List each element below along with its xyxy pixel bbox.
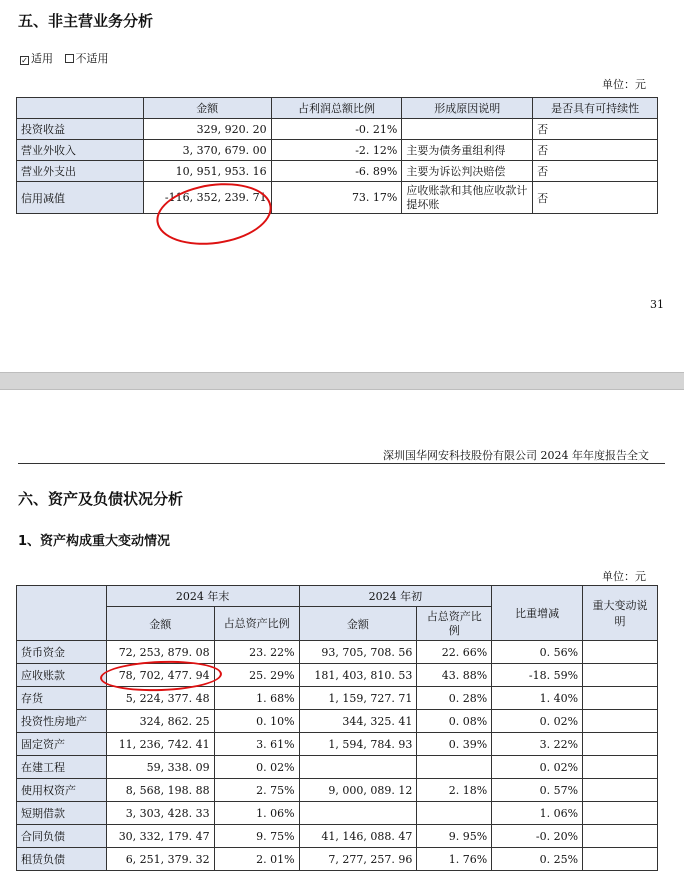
reason-cell: 应收账款和其他应收款计提坏账 [402, 182, 533, 214]
table-row [17, 182, 658, 214]
header-cell: 金额 [143, 98, 271, 119]
reason-cell: 主要为诉讼判决赔偿 [402, 161, 533, 182]
ratio-cell: -0. 21% [271, 119, 402, 140]
begin-amount-cell [299, 802, 417, 825]
end-amount-cell: 59, 338. 09 [106, 756, 214, 779]
end-amount-cell: 5, 224, 377. 48 [106, 687, 214, 710]
table-row [17, 687, 658, 710]
note-cell [583, 779, 658, 802]
row-label: 货币资金 [17, 641, 107, 664]
header-cell: 金额 [299, 607, 417, 641]
sustain-cell: 否 [533, 140, 658, 161]
section-title: 五、非主营业务分析 [18, 12, 154, 30]
row-label: 投资性房地产 [17, 710, 107, 733]
begin-amount-cell [299, 756, 417, 779]
row-label: 存货 [17, 687, 107, 710]
begin-ratio-cell [417, 756, 492, 779]
note-cell [583, 756, 658, 779]
end-ratio-cell: 3. 61% [214, 733, 299, 756]
end-amount-cell: 78, 702, 477. 94 [106, 664, 214, 687]
end-amount-cell: 11, 236, 742. 41 [106, 733, 214, 756]
table-row [17, 802, 658, 825]
section-title: 六、资产及负债状况分析 [18, 490, 184, 508]
begin-ratio-cell: 2. 18% [417, 779, 492, 802]
subsection-title: 1、资产构成重大变动情况 [18, 534, 171, 549]
header-cell: 占总资产比例 [214, 607, 299, 641]
end-ratio-cell: 1. 06% [214, 802, 299, 825]
header-cell: 比重增减 [492, 586, 583, 641]
row-label: 投资收益 [17, 119, 144, 140]
note-cell [583, 710, 658, 733]
page-separator [0, 372, 684, 390]
amount-cell: 329, 920. 20 [143, 119, 271, 140]
table-row [17, 779, 658, 802]
change-cell: -18. 59% [492, 664, 583, 687]
header-cell: 是否具有可持续性 [533, 98, 658, 119]
change-cell: 0. 02% [492, 756, 583, 779]
begin-ratio-cell: 0. 39% [417, 733, 492, 756]
ratio-cell: 73. 17% [271, 182, 402, 214]
change-cell: 3. 22% [492, 733, 583, 756]
unit-label: 单位：元 [602, 570, 646, 583]
applicable-label: 适用 [31, 52, 53, 65]
header-rule [18, 463, 665, 464]
end-ratio-cell: 2. 75% [214, 779, 299, 802]
row-label: 租赁负债 [17, 848, 107, 871]
header-cell: 占总资产比例 [417, 607, 492, 641]
row-label: 短期借款 [17, 802, 107, 825]
begin-amount-cell: 7, 277, 257. 96 [299, 848, 417, 871]
applicability-row [20, 50, 109, 66]
table-header-row [17, 98, 658, 119]
begin-amount-cell: 93, 705, 708. 56 [299, 641, 417, 664]
change-cell: 0. 57% [492, 779, 583, 802]
header-cell: 重大变动说明 [583, 586, 658, 641]
begin-ratio-cell: 0. 28% [417, 687, 492, 710]
note-cell [583, 733, 658, 756]
row-label: 合同负债 [17, 825, 107, 848]
asset-composition-table [16, 585, 658, 871]
note-cell [583, 825, 658, 848]
begin-amount-cell: 41, 146, 088. 47 [299, 825, 417, 848]
end-ratio-cell: 23. 22% [214, 641, 299, 664]
header-cell: 占利润总额比例 [271, 98, 402, 119]
note-cell [583, 641, 658, 664]
non-main-business-table [16, 97, 658, 214]
table-row [17, 825, 658, 848]
page-number: 31 [650, 298, 664, 311]
table-row [17, 848, 658, 871]
end-amount-cell: 324, 862. 25 [106, 710, 214, 733]
end-ratio-cell: 1. 68% [214, 687, 299, 710]
header-cell: 2024 年末 [106, 586, 299, 607]
sustain-cell: 否 [533, 182, 658, 214]
end-amount-cell: 3, 303, 428. 33 [106, 802, 214, 825]
header-cell [17, 586, 107, 641]
end-ratio-cell: 0. 10% [214, 710, 299, 733]
end-ratio-cell: 0. 02% [214, 756, 299, 779]
begin-ratio-cell: 0. 08% [417, 710, 492, 733]
begin-amount-cell: 181, 403, 810. 53 [299, 664, 417, 687]
table-row [17, 140, 658, 161]
note-cell [583, 848, 658, 871]
change-cell: 0. 25% [492, 848, 583, 871]
amount-cell: -116, 352, 239. 71 [143, 182, 271, 214]
unit-label: 单位：元 [602, 78, 646, 91]
reason-cell: 主要为债务重组利得 [402, 140, 533, 161]
ratio-cell: -2. 12% [271, 140, 402, 161]
amount-cell: 3, 370, 679. 00 [143, 140, 271, 161]
begin-ratio-cell [417, 802, 492, 825]
table-row [17, 641, 658, 664]
begin-amount-cell: 344, 325. 41 [299, 710, 417, 733]
end-ratio-cell: 25. 29% [214, 664, 299, 687]
change-cell: -0. 20% [492, 825, 583, 848]
running-header: 深圳国华网安科技股份有限公司 2024 年年度报告全文 [383, 449, 649, 462]
checked-box-icon[interactable]: ✓ [21, 56, 28, 65]
change-cell: 1. 06% [492, 802, 583, 825]
row-label: 营业外收入 [17, 140, 144, 161]
note-cell [583, 687, 658, 710]
ratio-cell: -6. 89% [271, 161, 402, 182]
table-row [17, 119, 658, 140]
sustain-cell: 否 [533, 119, 658, 140]
row-label: 使用权资产 [17, 779, 107, 802]
header-cell: 形成原因说明 [402, 98, 533, 119]
change-cell: 0. 56% [492, 641, 583, 664]
end-amount-cell: 6, 251, 379. 32 [106, 848, 214, 871]
end-amount-cell: 72, 253, 879. 08 [106, 641, 214, 664]
end-amount-cell: 30, 332, 179. 47 [106, 825, 214, 848]
reason-cell [402, 119, 533, 140]
change-cell: 0. 02% [492, 710, 583, 733]
header-cell: 2024 年初 [299, 586, 492, 607]
end-ratio-cell: 9. 75% [214, 825, 299, 848]
table-row [17, 161, 658, 182]
begin-ratio-cell: 43. 88% [417, 664, 492, 687]
row-label: 信用减值 [17, 182, 144, 214]
page-31 [0, 0, 684, 372]
header-cell: 金额 [106, 607, 214, 641]
table-row [17, 733, 658, 756]
begin-amount-cell: 9, 000, 089. 12 [299, 779, 417, 802]
sustain-cell: 否 [533, 161, 658, 182]
table-row [17, 756, 658, 779]
row-label: 固定资产 [17, 733, 107, 756]
row-label: 在建工程 [17, 756, 107, 779]
table-header-row [17, 586, 658, 607]
begin-ratio-cell: 9. 95% [417, 825, 492, 848]
begin-amount-cell: 1, 159, 727. 71 [299, 687, 417, 710]
note-cell [583, 802, 658, 825]
unchecked-box-icon[interactable] [65, 54, 74, 63]
begin-ratio-cell: 1. 76% [417, 848, 492, 871]
begin-ratio-cell: 22. 66% [417, 641, 492, 664]
row-label: 应收账款 [17, 664, 107, 687]
not-applicable-label: 不适用 [75, 52, 109, 65]
begin-amount-cell: 1, 594, 784. 93 [299, 733, 417, 756]
end-amount-cell: 8, 568, 198. 88 [106, 779, 214, 802]
amount-cell: 10, 951, 953. 16 [143, 161, 271, 182]
change-cell: 1. 40% [492, 687, 583, 710]
table-row [17, 710, 658, 733]
note-cell [583, 664, 658, 687]
row-label: 营业外支出 [17, 161, 144, 182]
header-cell [17, 98, 144, 119]
end-ratio-cell: 2. 01% [214, 848, 299, 871]
